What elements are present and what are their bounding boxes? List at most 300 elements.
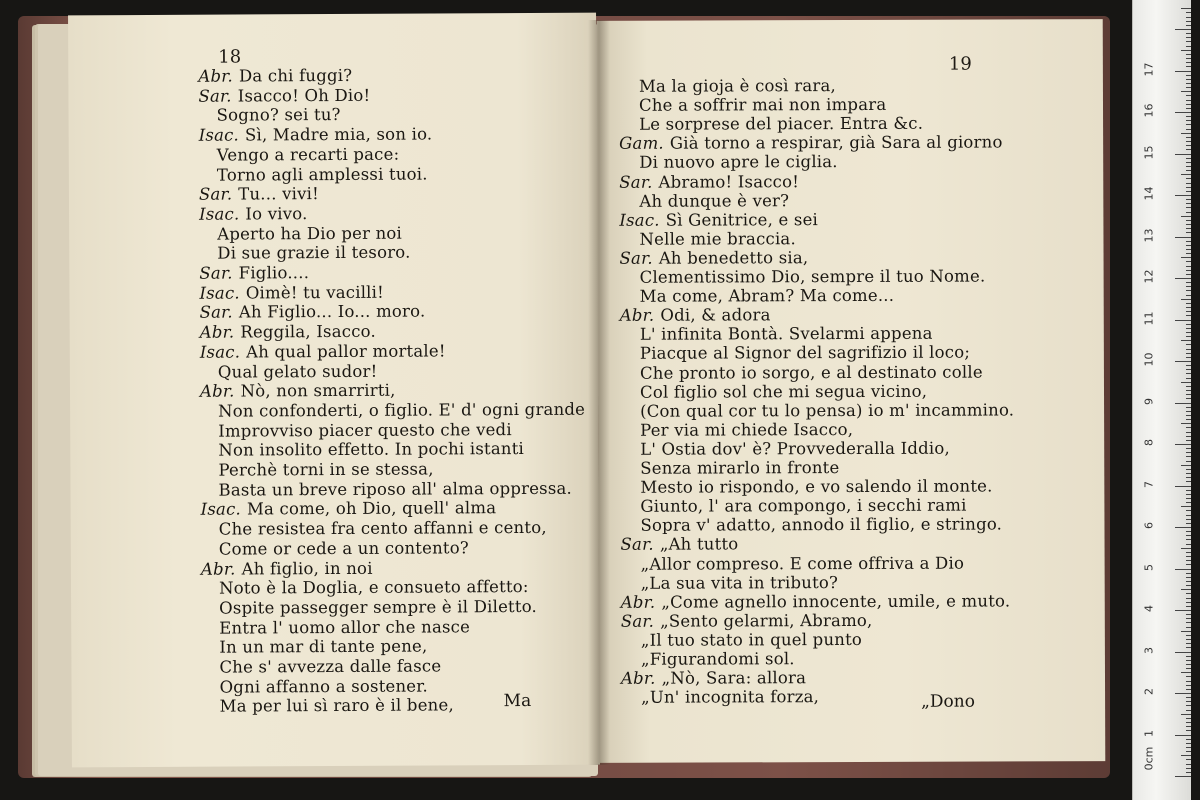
ruler-tick: [1186, 95, 1191, 96]
line-text: „Figurandomi sol.: [640, 649, 795, 669]
text-line: [198, 85, 370, 106]
ruler-tick: [1181, 714, 1191, 715]
ruler-tick: [1186, 270, 1191, 271]
ruler-tick: [1186, 768, 1191, 769]
ruler-tick: [1186, 515, 1191, 516]
line-text: Che s' avvezza dalle fasce: [219, 656, 442, 677]
line-text: Che a soffrir mai non impara: [638, 94, 887, 115]
ruler-tick: [1186, 41, 1191, 42]
ruler-tick: [1186, 224, 1191, 225]
ruler-tick: [1186, 353, 1191, 354]
ruler-tick: [1186, 668, 1191, 669]
text-line: [639, 95, 886, 116]
text-line: [641, 553, 965, 574]
text-line: [219, 538, 469, 559]
line-text: Basta un breve riposo all' alma oppressa.: [218, 478, 573, 500]
ruler-tick: [1181, 423, 1191, 424]
ruler-tick: [1186, 266, 1191, 267]
line-text: Clementissimo Dio, sempre il tuo Nome.: [639, 266, 986, 287]
ruler-number: 16: [1142, 103, 1156, 118]
line-text: „Allor compreso. E come offriva a Dio: [640, 553, 965, 574]
ruler-number: 8: [1142, 439, 1156, 446]
text-line: [200, 322, 376, 343]
ruler-tick: [1186, 75, 1191, 76]
text-line: [640, 439, 950, 460]
speaker-name: Sar.: [620, 535, 654, 555]
speaker-name: Abr.: [198, 66, 234, 86]
ruler-tick: [1186, 21, 1191, 22]
text-line: [218, 478, 572, 500]
ruler-tick: [1186, 440, 1191, 441]
ruler-tick: [1175, 776, 1191, 777]
text-line: [201, 499, 497, 521]
ruler-tick: [1186, 585, 1191, 586]
line-text: „La sua vita in tributo?: [640, 572, 839, 593]
ruler-tick: [1186, 535, 1191, 536]
ruler-tick: [1186, 344, 1191, 345]
ruler-tick: [1186, 427, 1191, 428]
text-line: [639, 152, 838, 173]
line-text: Per via mi chiede Isacco,: [640, 419, 854, 440]
speaker-name: Abr.: [199, 381, 235, 401]
ruler-tick: [1186, 129, 1191, 130]
ruler-tick: [1186, 66, 1191, 67]
ruler-tick: [1181, 216, 1191, 217]
ruler-tick: [1186, 207, 1191, 208]
ruler-tick: [1186, 46, 1191, 47]
text-line: [199, 125, 433, 146]
line-text: Sogno? sei tu?: [216, 105, 341, 126]
ruler-tick: [1186, 120, 1191, 121]
ruler-tick: [1186, 137, 1191, 138]
ruler-tick: [1175, 195, 1191, 196]
ruler-tick: [1186, 390, 1191, 391]
line-text: Ah qual pallor mortale!: [246, 341, 446, 362]
text-line: [640, 324, 933, 345]
ruler-number: 17: [1142, 62, 1156, 76]
ruler-tick: [1181, 133, 1191, 134]
ruler-tick: [1186, 149, 1191, 150]
ruler-tick: [1186, 369, 1191, 370]
line-text: Di sue grazie il tesoro.: [217, 242, 411, 263]
ruler-tick: [1186, 560, 1191, 561]
text-line: [641, 573, 838, 594]
text-line: [619, 210, 818, 231]
text-line: [640, 286, 895, 307]
ruler-tick: [1181, 91, 1191, 92]
speaker-name: Isac.: [199, 204, 240, 224]
ruler-tick: [1186, 141, 1191, 142]
catchword: Ma: [503, 690, 532, 712]
ruler-tick: [1181, 8, 1191, 9]
line-text: Come or cede a un contento?: [218, 538, 469, 559]
ruler-tick: [1186, 100, 1191, 101]
line-text: Col figlio sol che mi segua vicino,: [639, 381, 928, 402]
ruler-tick: [1175, 71, 1191, 72]
ruler-tick: [1181, 299, 1191, 300]
text-line: [619, 133, 1003, 154]
line-text: Improvviso piacer questo che vedi: [218, 419, 512, 441]
speaker-name: Isac.: [199, 342, 241, 362]
line-text: Da chi fuggi?: [238, 65, 353, 86]
ruler-tick: [1186, 639, 1191, 640]
ruler-tick: [1186, 249, 1191, 250]
ruler-tick: [1186, 349, 1191, 350]
text-line: [639, 114, 923, 135]
ruler-tick: [1186, 315, 1191, 316]
text-line: [619, 172, 799, 193]
ruler-tick: [1186, 544, 1191, 545]
line-text: Abramo! Isacco!: [658, 171, 800, 192]
ruler-tick: [1186, 635, 1191, 636]
text-line: [218, 361, 378, 382]
text-line: [219, 637, 427, 658]
text-line: [640, 496, 966, 517]
text-line: [199, 282, 384, 303]
ruler-tick: [1186, 705, 1191, 706]
ruler-tick: [1186, 689, 1191, 690]
ruler-tick: [1186, 581, 1191, 582]
speaker-name: Abr.: [619, 305, 655, 325]
ruler-tick: [1186, 469, 1191, 470]
line-text: L' infinita Bontà. Svelarmi appena: [639, 324, 933, 345]
ruler-tick: [1186, 498, 1191, 499]
ruler-tick: [1175, 154, 1191, 155]
ruler-tick: [1186, 357, 1191, 358]
text-line: [639, 229, 796, 250]
speaker-name: Abr.: [620, 592, 656, 612]
ruler-tick: [1186, 448, 1191, 449]
line-text: Ma come, oh Dio, quell' alma: [246, 498, 497, 519]
ruler-tick: [1186, 394, 1191, 395]
left-page: [68, 13, 600, 768]
ruler-number: 14: [1142, 186, 1156, 201]
line-text: „Il tuo stato in quel punto: [640, 629, 863, 650]
text-line: [199, 263, 309, 284]
ruler-tick: [1186, 286, 1191, 287]
ruler-tick: [1186, 461, 1191, 462]
ruler-tick: [1186, 12, 1191, 13]
text-line: [620, 248, 809, 269]
ruler-number: 10: [1142, 352, 1156, 367]
line-text: Che resistea fra cento affanni e cento,: [218, 517, 547, 539]
ruler-tick: [1181, 589, 1191, 590]
ruler-tick: [1186, 622, 1191, 623]
ruler-tick: [1186, 407, 1191, 408]
ruler-number: 5: [1142, 563, 1156, 571]
ruler-tick: [1175, 527, 1191, 528]
ruler-tick: [1181, 174, 1191, 175]
ruler-tick: [1186, 241, 1191, 242]
line-text: Nò, non smarrirti,: [240, 380, 396, 401]
text-line: [640, 362, 983, 383]
line-text: Odi, & adora: [660, 305, 771, 325]
ruler-tick: [1186, 415, 1191, 416]
line-text: Senza mirarlo in fronte: [640, 458, 840, 478]
line-text: Di nuovo apre le ciglia.: [639, 152, 838, 173]
page-number: 18: [218, 46, 242, 68]
ruler-tick: [1186, 751, 1191, 752]
ruler-number: 0cm: [1142, 746, 1156, 771]
text-line: [640, 381, 927, 402]
ruler-tick: [1186, 730, 1191, 731]
ruler-tick: [1175, 320, 1191, 321]
ruler-tick: [1186, 739, 1191, 740]
ruler-tick: [1186, 290, 1191, 291]
line-text: Sì Genitrice, e sei: [665, 209, 819, 230]
ruler-tick: [1186, 373, 1191, 374]
ruler-tick: [1186, 764, 1191, 765]
ruler-tick: [1186, 772, 1191, 773]
line-text: Ospite passegger sempre è il Diletto.: [219, 596, 538, 618]
line-text: „Un' incognita forza,: [641, 687, 820, 707]
text-line: [219, 617, 470, 638]
text-line: [217, 164, 428, 185]
line-text: „Come agnello innocente, umile, e muto.: [661, 591, 1011, 612]
ruler-tick: [1186, 108, 1191, 109]
ruler-tick: [1186, 432, 1191, 433]
line-text: Giunto, l' ara compongo, i secchi rami: [640, 495, 967, 516]
line-text: Reggila, Isacco.: [240, 321, 376, 342]
line-text: Non confonderti, o figlio. E' d' ogni grande: [218, 399, 586, 421]
ruler-number: 12: [1142, 269, 1156, 284]
ruler-tick: [1186, 83, 1191, 84]
ruler-tick: [1181, 50, 1191, 51]
ruler-tick: [1186, 54, 1191, 55]
text-line: [198, 66, 352, 87]
text-line: [640, 267, 986, 288]
text-line: [621, 668, 806, 689]
ruler-number: 6: [1142, 522, 1156, 529]
ruler-tick: [1186, 324, 1191, 325]
ruler-tick: [1186, 456, 1191, 457]
ruler-number: 7: [1142, 480, 1156, 488]
ruler-tick: [1186, 311, 1191, 312]
ruler-tick: [1186, 25, 1191, 26]
ruler-tick: [1186, 33, 1191, 34]
ruler-tick: [1175, 652, 1191, 653]
ruler-tick: [1186, 552, 1191, 553]
line-text: Ah benedetto sia,: [658, 248, 809, 268]
ruler-tick: [1186, 539, 1191, 540]
line-text: Noto è la Doglia, e consueto affetto:: [218, 577, 529, 598]
ruler-tick: [1186, 593, 1191, 594]
ruler-tick: [1186, 759, 1191, 760]
ruler-tick: [1186, 573, 1191, 574]
ruler-number: 13: [1142, 228, 1156, 242]
ruler-tick: [1186, 510, 1191, 511]
ruler-tick: [1186, 743, 1191, 744]
ruler-tick: [1186, 295, 1191, 296]
ruler-tick: [1186, 158, 1191, 159]
speaker-name: Abr.: [200, 559, 236, 579]
line-text: Sì, Madre mia, son io.: [244, 124, 433, 145]
line-text: Io vivo.: [245, 204, 308, 224]
book-gutter: [588, 20, 610, 765]
ruler-tick: [1186, 481, 1191, 482]
ruler-tick: [1186, 62, 1191, 63]
line-text: Ma la gioja è così rara,: [638, 76, 836, 96]
ruler-tick: [1186, 386, 1191, 387]
line-text: Ma per lui sì raro è il bene,: [219, 695, 454, 716]
ruler-tick: [1186, 166, 1191, 167]
ruler-tick: [1186, 307, 1191, 308]
ruler-tick: [1186, 718, 1191, 719]
ruler-tick: [1186, 436, 1191, 437]
text-line: [200, 381, 396, 402]
ruler-tick: [1186, 79, 1191, 80]
text-line: [220, 696, 454, 717]
ruler-tick: [1186, 556, 1191, 557]
line-text: Piacque al Signor del sagrifizio il loco;: [639, 342, 971, 364]
text-line: [199, 204, 308, 225]
ruler-tick: [1186, 58, 1191, 59]
speaker-name: Sar.: [620, 611, 655, 631]
ruler-tick: [1186, 17, 1191, 18]
line-text: Ogni affanno a sostener.: [219, 676, 429, 697]
line-text: Aperto ha Dio per noi: [217, 223, 403, 244]
ruler-tick: [1186, 145, 1191, 146]
speaker-name: Sar.: [199, 263, 233, 283]
text-line: [621, 611, 873, 632]
ruler-tick: [1181, 506, 1191, 507]
text-line: [218, 400, 585, 422]
ruler-tick: [1186, 614, 1191, 615]
text-line: [219, 518, 547, 540]
ruler-tick: [1186, 710, 1191, 711]
text-line: [639, 76, 836, 97]
line-text: Isacco! Oh Dio!: [237, 85, 371, 106]
ruler-tick: [1181, 257, 1191, 258]
line-text: Ah figlio, in noi: [241, 558, 373, 578]
ruler-tick: [1175, 29, 1191, 30]
text-line: [219, 577, 529, 599]
text-line: [640, 400, 1014, 421]
measurement-ruler: [1132, 0, 1191, 800]
ruler-tick: [1186, 602, 1191, 603]
line-text: „Nò, Sara: allora: [661, 668, 807, 688]
text-line: [640, 458, 839, 479]
speaker-name: Abr.: [199, 322, 235, 342]
ruler-tick: [1186, 274, 1191, 275]
text-line: [217, 144, 400, 165]
ruler-tick: [1186, 531, 1191, 532]
ruler-tick: [1186, 490, 1191, 491]
line-text: Figlio....: [238, 263, 310, 283]
ruler-tick: [1186, 220, 1191, 221]
ruler-tick: [1186, 452, 1191, 453]
ruler-tick: [1186, 618, 1191, 619]
text-line: [621, 535, 739, 555]
right-page: [597, 19, 1106, 763]
ruler-tick: [1186, 203, 1191, 204]
ruler-tick: [1175, 610, 1191, 611]
ruler-tick: [1186, 253, 1191, 254]
ruler-tick: [1186, 332, 1191, 333]
ruler-tick: [1186, 419, 1191, 420]
ruler-tick: [1186, 701, 1191, 702]
speaker-name: Gam.: [619, 133, 664, 154]
text-line: [217, 243, 410, 264]
line-text: L' Ostia dov' è? Provvederalla Iddio,: [640, 438, 950, 459]
ruler-tick: [1186, 178, 1191, 179]
speaker-name: Sar.: [619, 172, 653, 192]
catchword: „Dono: [921, 691, 975, 712]
text-line: [217, 105, 341, 126]
line-text: „Ah tutto: [659, 534, 739, 555]
text-line: [641, 649, 795, 670]
ruler-tick: [1186, 116, 1191, 117]
ruler-tick: [1181, 755, 1191, 756]
line-text: Già torno a respirar, già Sara al giorno: [669, 132, 1003, 153]
ruler-tick: [1186, 365, 1191, 366]
ruler-number: 9: [1142, 397, 1156, 405]
ruler-tick: [1186, 722, 1191, 723]
text-line: [217, 223, 402, 244]
ruler-tick: [1186, 378, 1191, 379]
line-text: Entra l' uomo allor che nasce: [219, 616, 471, 638]
line-text: Le sorprese del piacer. Entra &c.: [639, 113, 924, 134]
line-text: Mesto io rispondo, e vo salendo il monte.: [640, 476, 993, 497]
line-text: „Sento gelarmi, Abramo,: [660, 610, 873, 631]
ruler-tick: [1181, 465, 1191, 466]
speaker-name: Sar.: [619, 248, 653, 268]
ruler-tick: [1186, 124, 1191, 125]
text-line: [200, 302, 426, 323]
line-text: Sopra v' adatto, annodo il figlio, e stringo.: [640, 514, 1003, 536]
line-text: Torno agli amplessi tuoi.: [216, 164, 428, 185]
line-text: In un mar di tante pene,: [219, 636, 428, 657]
line-text: Qual gelato sudor!: [217, 361, 378, 382]
line-text: Perchè torni in se stessa,: [218, 459, 434, 480]
ruler-tick: [1186, 245, 1191, 246]
ruler-tick: [1186, 473, 1191, 474]
ruler-tick: [1175, 278, 1191, 279]
speaker-name: Isac.: [619, 210, 660, 230]
ruler-tick: [1186, 37, 1191, 38]
ruler-tick: [1186, 747, 1191, 748]
text-line: [219, 656, 441, 677]
ruler-tick: [1186, 502, 1191, 503]
text-line: [218, 439, 524, 461]
ruler-tick: [1181, 672, 1191, 673]
ruler-tick: [1186, 494, 1191, 495]
ruler-tick: [1186, 336, 1191, 337]
ruler-tick: [1186, 87, 1191, 88]
ruler-tick: [1186, 282, 1191, 283]
text-line: [639, 191, 789, 212]
ruler-tick: [1186, 170, 1191, 171]
ruler-number: 2: [1142, 688, 1156, 695]
ruler-tick: [1186, 228, 1191, 229]
ruler-tick: [1186, 232, 1191, 233]
ruler-tick: [1175, 444, 1191, 445]
text-line: [641, 630, 862, 651]
text-line: [199, 184, 319, 205]
ruler-tick: [1175, 735, 1191, 736]
ruler-tick: [1186, 681, 1191, 682]
line-text: Oimè! tu vacilli!: [245, 282, 384, 303]
ruler-tick: [1186, 191, 1191, 192]
ruler-tick: [1181, 382, 1191, 383]
ruler-tick: [1186, 261, 1191, 262]
speaker-name: Sar.: [198, 86, 232, 106]
ruler-tick: [1186, 577, 1191, 578]
ruler-number: 4: [1142, 605, 1156, 612]
ruler-tick: [1186, 212, 1191, 213]
ruler-tick: [1186, 598, 1191, 599]
ruler-tick: [1186, 104, 1191, 105]
